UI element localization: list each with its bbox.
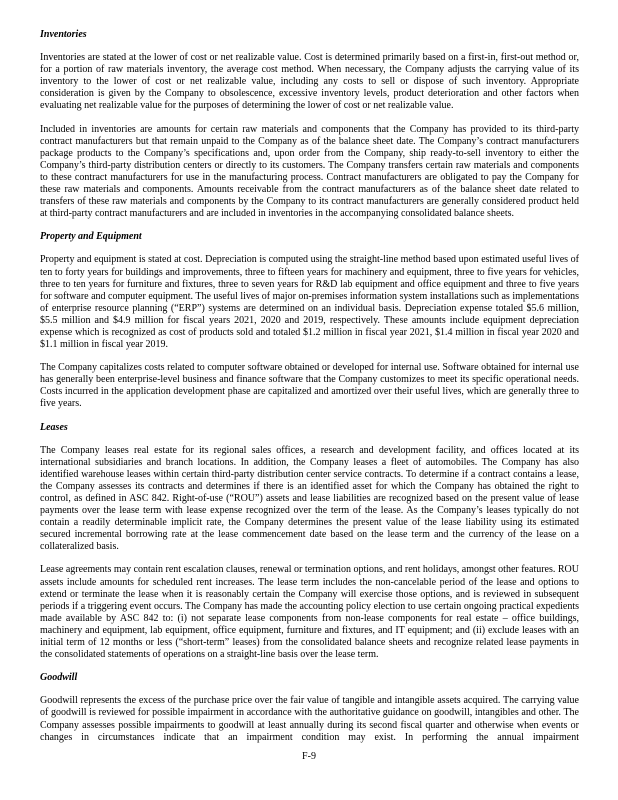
paragraph-inventories-valuation: Inventories are stated at the lower of cost or net realizable value. Cost is determined primarily based on a first-in, first-out method or, for a portion of raw materials inventory, the average cost method. When necessary, the Company adjusts the carrying value of its inventory to the lower of cost or net realizable value, including any costs to sell or dispose of such inventory. Appropriate consideration is given by the Company to obsolescence, excessive inventory levels, product deterioration and other factors when evaluating net realizable value for the purposes of determining the lower of cost or net realizable value. <box>40 52 579 112</box>
paragraph-software-capitalization: The Company capitalizes costs related to computer software obtained or developed for internal use. Software obtained for internal use has generally been enterprise-level business and finance software that the Company customizes to meet its specific operational needs. Costs incurred in the application development phase are capitalized and amortized over their useful lives, which are generally three to five years. <box>40 362 579 410</box>
section-heading-inventories: Inventories <box>40 29 87 40</box>
section-heading-goodwill: Goodwill <box>40 672 78 684</box>
paragraph-property-depreciation: Property and equipment is stated at cost. Depreciation is computed using the straight-line method based upon estimated useful lives of ten to forty years for buildings and improvements, three to fifteen years for machinery and equipment, three to five years for vehicles, three to ten years for furniture and fixtures, three to seven years for R&D lab equipment and office equipment and three to five years for software and computer equipment. The useful lives of major on-premises information system installations such as implementations of enterprise resource planning (“ERP”) systems are determined on an individual basis. Depreciation expense totaled $5.6 million, $5.5 million and $4.9 million for fiscal years 2021, 2020 and 2019, respectively. These amounts include equipment depreciation expense which is recognized as cost of products sold and totaled $1.2 million in fiscal year 2021, $1.4 million in fiscal year 2020 and $1.1 million in fiscal year 2019. <box>40 254 579 351</box>
section-heading-property-and-equipment: Property and Equipment <box>40 231 142 243</box>
page-number: F-9 <box>302 751 316 762</box>
paragraph-leases-overview: The Company leases real estate for its regional sales offices, a research and development facility, and offices located at its international subsidiaries and branch locations. In addition, the Company leases a fleet of automobiles. The Company has also identified warehouse leases within certain third-party distribution center service contracts. To determine if a contract contains a lease, the Company assesses its contracts and determines if there is an identified asset for which the Company has obtained the right to control, as defined in ASC 842. Right-of-use (“ROU”) assets and lease liabilities are recognized based on the present value of lease payments over the lease term with lease expense recognized over the term of the lease. As the Company’s leases typically do not contain a readily determinable implicit rate, the Company determines the present value of the lease liability using its estimated secured incremental borrowing rate at the lease commencement date based on the lease term and the currency of the lease on a collateralized basis. <box>40 444 579 553</box>
paragraph-leases-terms-expedients: Lease agreements may contain rent escalation clauses, renewal or termination options, and rent holidays, amongst other features. ROU assets include amounts for scheduled rent increases. The lease term includes the non-cancelable period of the lease and options to extend or terminate the lease when it is reasonably certain the Company will exercise those options, and is reviewed in subsequent periods if a triggering event occurs. The Company has made the accounting policy election to use certain ongoing practical expedients made available by ASC 842 to: (i) not separate lease components from non-lease components for real estate – office buildings, machinery and equipment, lab equipment, office equipment, furniture and fixtures, and IT equipment; and (ii) exclude leases with an initial term of 12 months or less (“short-term” leases) from the consolidated balance sheets and recognize related lease payments in the consolidated statements of operations on a straight-line basis over the lease term. <box>40 564 579 661</box>
section-heading-leases: Leases <box>40 421 68 433</box>
paragraph-goodwill-impairment: Goodwill represents the excess of the purchase price over the fair value of tangible and intangible assets acquired. The carrying value of goodwill is reviewed for possible impairment in accordance with the authoritative guidance on goodwill, intangibles and other. The Company assesses possible impairments to goodwill at least annually during its second fiscal quarter and otherwise when events or changes in circumstances indicate that an impairment condition may exist. In performing the annual impairment <box>40 695 579 743</box>
paragraph-inventories-contract-manufacturers: Included in inventories are amounts for certain raw materials and components that the Company has provided to its third-party contract manufacturers but that remain unpaid to the Company as of the balance sheet date. The Company’s contract manufacturers package products to the Company’s specifications and, upon order from the Company, ship ready-to-sell inventory to either the Company’s third-party distribution centers or directly to its customers. The Company transfers certain raw materials and components to these contract manufacturers for use in the manufacturing process. Contract manufacturers are obligated to pay the Company for these raw materials and components. Amounts receivable from the contract manufacturers as of the balance sheet date related to transfers of these raw materials and components by the Company to its contract manufacturers are generally considered product held at third-party contract manufacturers and are included in inventories in the accompanying consolidated balance sheets. <box>40 123 579 220</box>
